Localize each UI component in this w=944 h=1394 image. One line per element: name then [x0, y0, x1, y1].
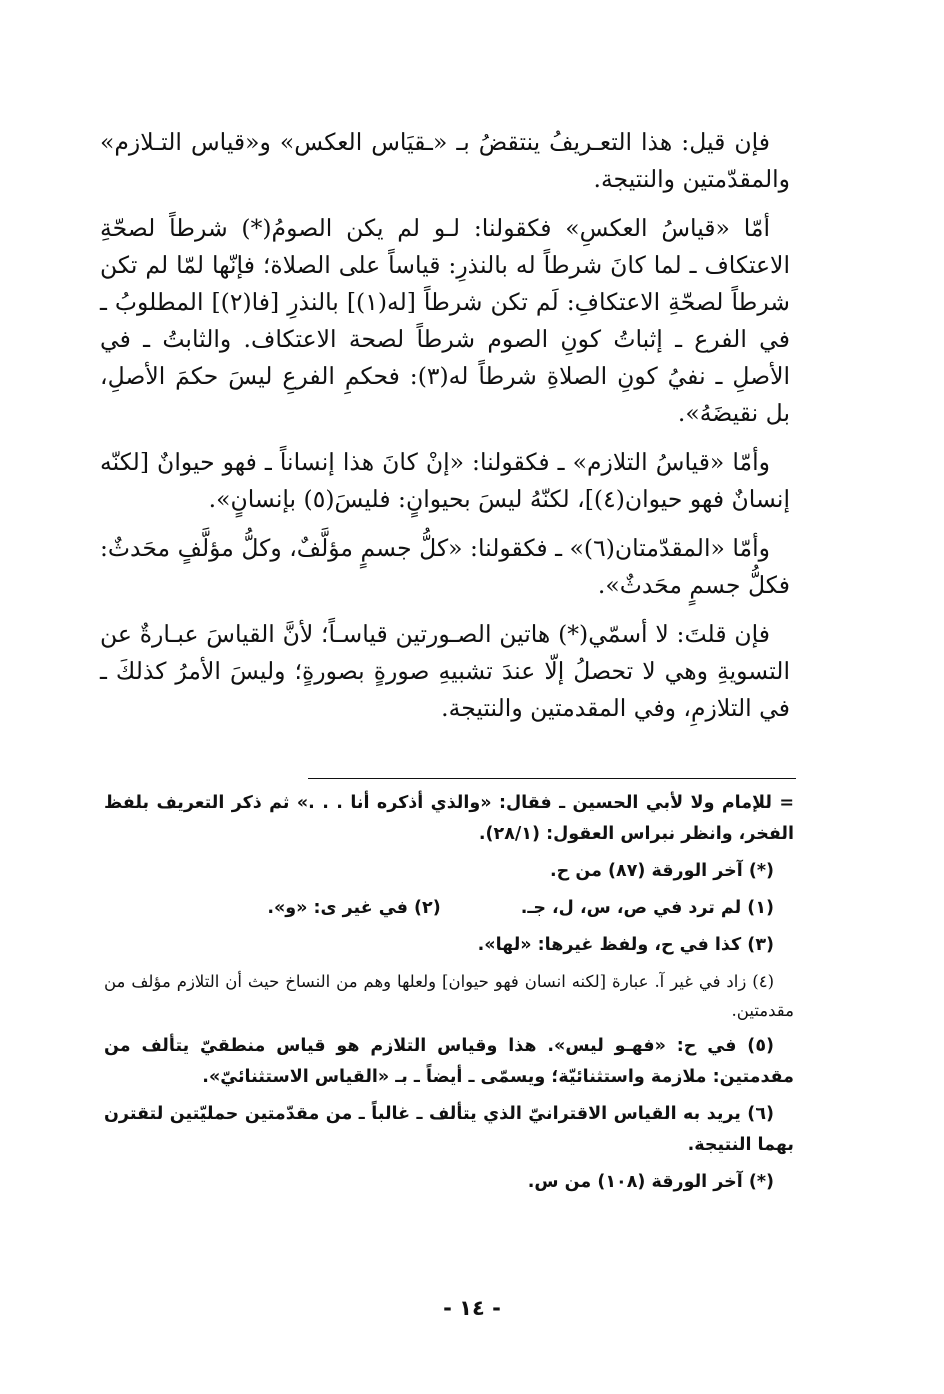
- footnote-2: (٢) في غير ى: «و».: [267, 898, 441, 918]
- paragraph-response: فإن قلتَ: لا أسمّي(*) هاتين الصـورتين قياسـاً؛ لأنَّ القياسَ عبـارةٌ عن التسويةِ وهي لا تحصلُ إلّا عندَ تشبيهِ صورةٍ بصورةٍ؛ وليسَ الأمرُ كذلكَ ـ في التلازمِ، وفي المقدمتين والنتيجة.: [100, 620, 790, 722]
- paragraph-objection: فإن قيل: هذا التعـريفُ ينتقضُ بـ «ـقيَاس العكس» و«قياس التـلازم» والمقدّمتين والنتيجة.: [100, 128, 790, 193]
- footnote-star-2: (*) آخر الورقة (١٠٨) من س.: [527, 1172, 774, 1192]
- footnote-1: (١) لم ترد في ص، س، ل، جـ.: [520, 898, 774, 918]
- paragraph-qiyas-al-talazum: وأمّا «قياسُ التلازم» ـ فكقولنا: «إنْ كانَ هذا إنساناً ـ فهو حيوانٌ [لكنّه إنسانٌ فهو حيوان(٤)]، لكنّهُ ليسَ بحيوانٍ: فليسَ(٥) بإنسانٍ».: [100, 448, 790, 513]
- footnote-3: (٣) كذا في ح، ولفظ غيرها: «لها».: [477, 935, 774, 955]
- footnote-4: (٤) زاد في غير آ. عبارة [لكنه انسان فهو حيوان] ولعلها وهم من النساخ حيث أن التلازم مؤلف من مقدمتين.: [104, 972, 794, 1020]
- page-number: - ١٤ -: [443, 1296, 501, 1320]
- footnote-star-1: (*) آخر الورقة (٨٧) من ح.: [549, 861, 774, 881]
- footnote-continued: = للإمام ولا لأبي الحسين ـ فقال: «والذي أذكره أنا . . .» ثم ذكر التعريف بلفظ الفخر، وانظر نبراس العقول: (٢٨/١).: [104, 793, 794, 844]
- footnotes: [104, 788, 794, 1204]
- footnote-5: (٥) في ح: «فهـو ليس». هذا وقياس التلازم هو قياس منطقيّ يتألف من مقدمتين: ملازمة واستثنائيّة؛ ويسمّى ـ أيضاً ـ بـ «القياس الاستثنائيّ».: [104, 1036, 794, 1087]
- paragraph-muqaddimatan: وأمّا «المقدّمتان(٦)» ـ فكقولنا: «كلُّ جسمٍ مؤلَّفٌ، وكلُّ مؤلَّفٍ محَدثٌ: فكلُّ جسمٍ محَدثٌ».: [100, 534, 790, 599]
- footnote-6: (٦) يريد به القياس الاقترانيّ الذي يتألف ـ غالباً ـ من مقدّمتين حمليّتين لتقترن بهما النتيجة.: [104, 1104, 794, 1155]
- paragraph-qiyas-al-aks: أمّا «قياسُ العكسِ» فكقولنا: لـو لم يكن الصومُ(*) شرطاً لصحّةِ الاعتكاف ـ لما كانَ شرطاً له بالنذرِ: قياساً على الصلاة؛ فإنّها لمّا لم تكن شرطاً لصحّةِ الاعتكافِ: لَم تكن شرطاً [له(١)] بالنذرِ [فا(٢)] المطلوبُ ـ في الفرع ـ إثباتُ كونِ الصوم شرطاً لصحة الاعتكاف. والثابتُ ـ في الأصلِ ـ نفيُ كونِ الصلاةِ شرطاً له(٣): فحكمِ الفرعِ ليسَ حكمَ الأصلِ، بل نقيضَهُ».: [100, 214, 790, 427]
- footnote-separator: [308, 778, 796, 779]
- footnote-row: [104, 893, 794, 924]
- main-text: [100, 124, 790, 739]
